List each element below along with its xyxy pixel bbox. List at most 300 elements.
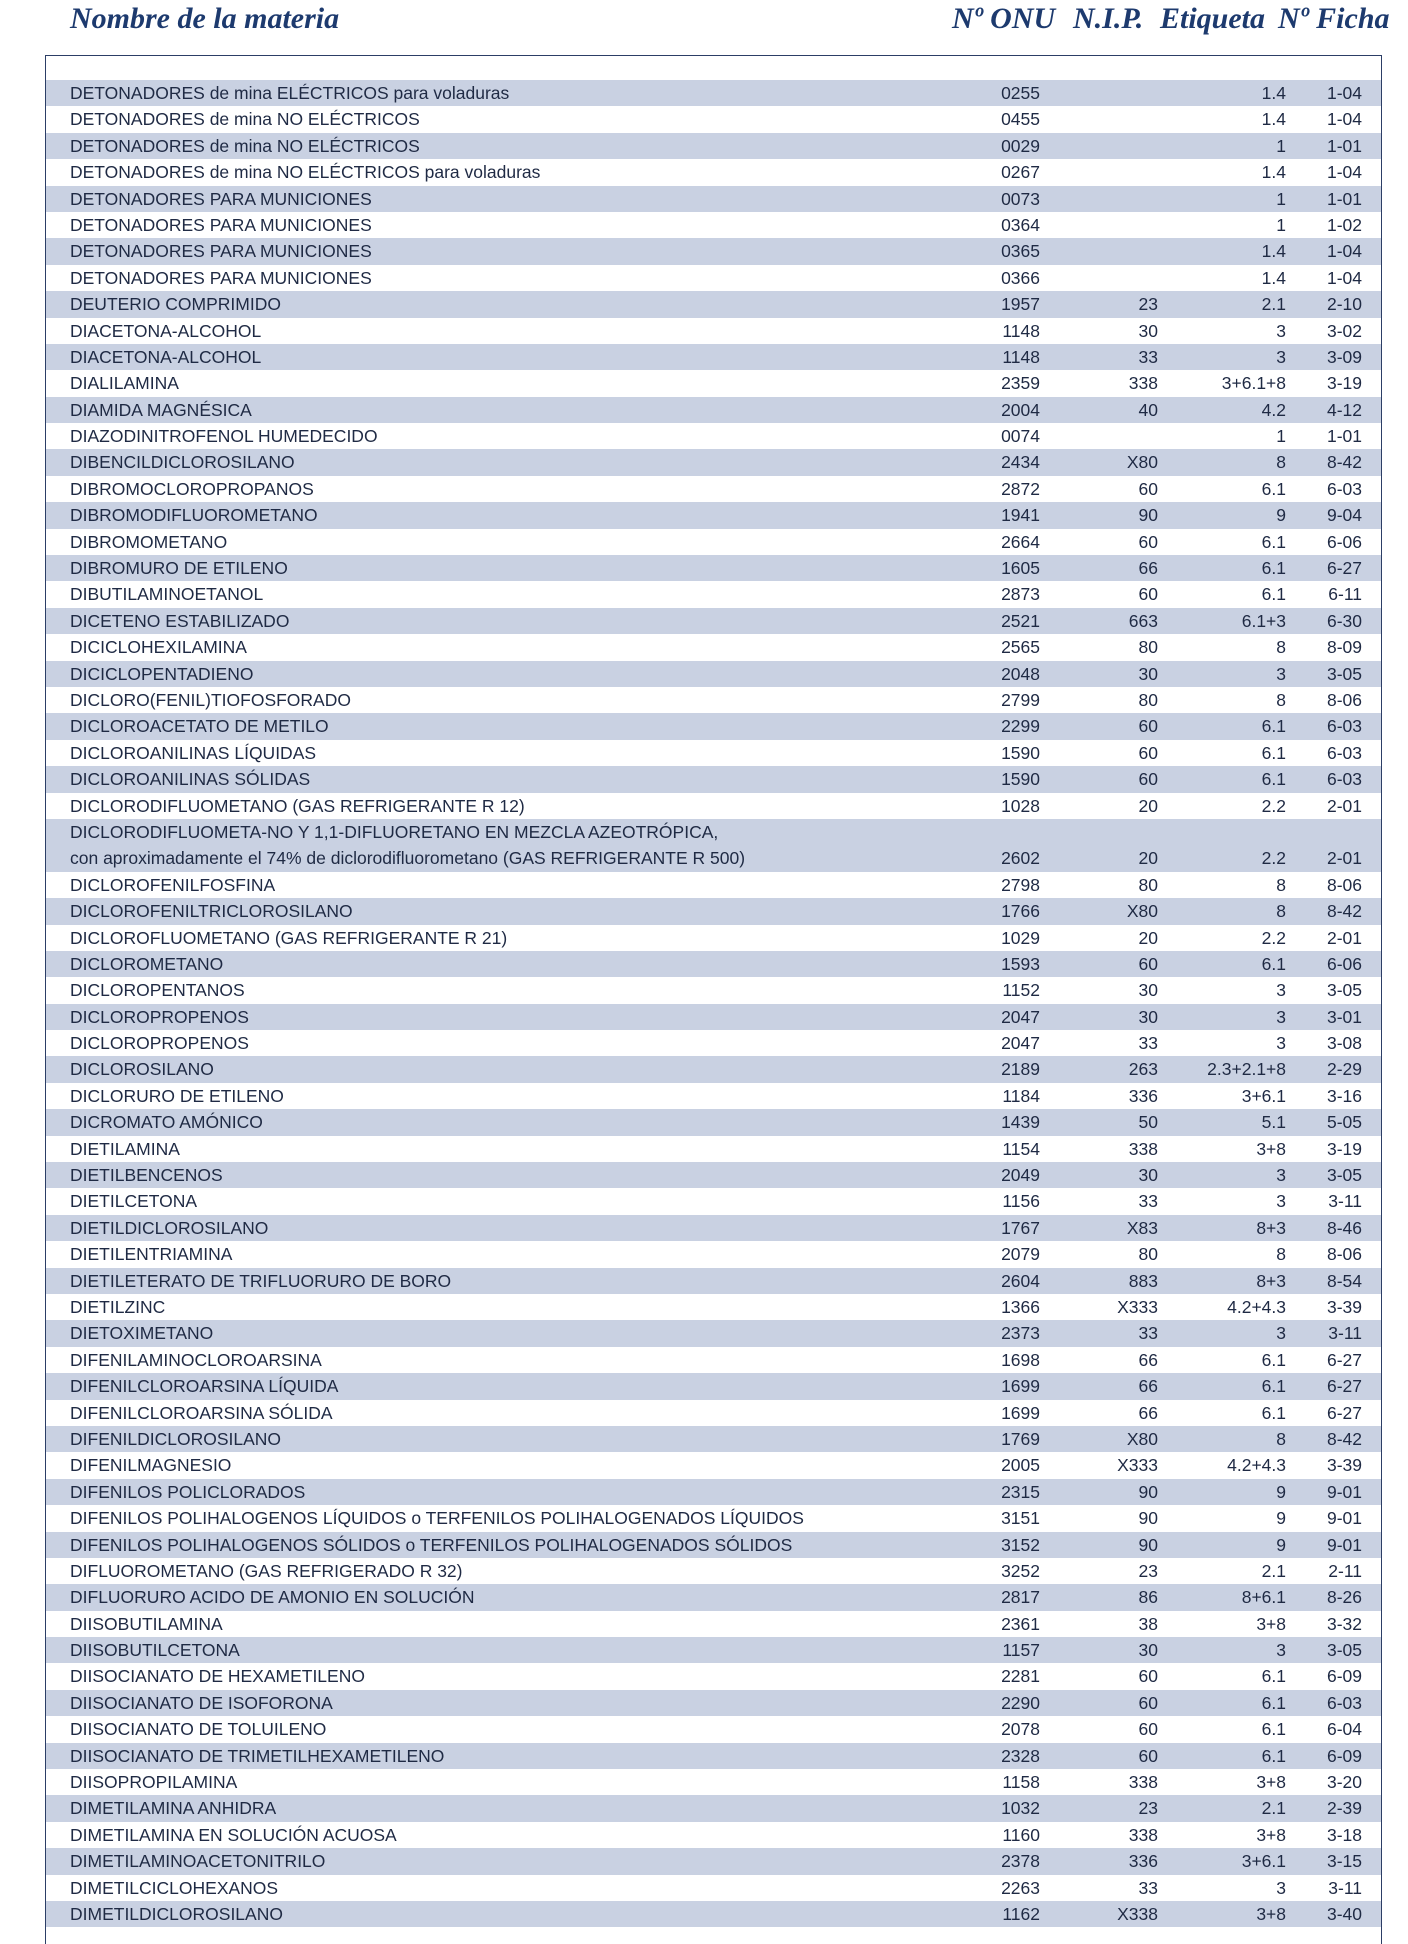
- table-row: [46, 397, 1381, 423]
- table-row: [46, 687, 1381, 713]
- cell-etiqueta: 6.1: [1261, 1719, 1286, 1740]
- cell-etiqueta: 8: [1276, 901, 1286, 922]
- cell-nip: 60: [1138, 1719, 1158, 1740]
- cell-onu: 0267: [1001, 162, 1040, 183]
- cell-onu: 1184: [1002, 1085, 1040, 1106]
- cell-nip: 33: [1138, 1033, 1158, 1054]
- cell-ficha: 2-10: [1326, 294, 1362, 315]
- cell-ficha: 6-27: [1326, 1402, 1362, 1423]
- cell-onu: 1767: [1001, 1217, 1040, 1238]
- cell-name-line: DIISOBUTILCETONA: [70, 1640, 240, 1661]
- cell-nip: 338: [1128, 1772, 1158, 1793]
- cell-name: [70, 159, 540, 185]
- cell-onu: 2281: [1001, 1666, 1040, 1687]
- cell-name-line: DICLOROANILINAS LÍQUIDAS: [70, 742, 317, 763]
- cell-name: [70, 1875, 278, 1901]
- cell-name: [70, 793, 525, 819]
- cell-nip: 66: [1138, 558, 1158, 579]
- cell-etiqueta: 2.2: [1261, 848, 1286, 869]
- cell-etiqueta: 1: [1276, 188, 1286, 209]
- cell-onu: 1158: [1002, 1772, 1040, 1793]
- table-row: [46, 1795, 1381, 1821]
- cell-ficha: 8-46: [1326, 1217, 1362, 1238]
- cell-name: [70, 713, 329, 739]
- cell-onu: 1157: [1002, 1640, 1040, 1661]
- cell-etiqueta: 9: [1276, 1481, 1286, 1502]
- cell-nip: X80: [1126, 1428, 1158, 1449]
- cell-name-line: con aproximadamente el 74% de diclorodifluorometano (GAS REFRIGERANTE R 500): [70, 848, 746, 869]
- cell-name: [70, 1400, 333, 1426]
- cell-name: [70, 1637, 240, 1663]
- cell-onu: 1439: [1001, 1112, 1040, 1133]
- cell-name-line: DICROMATO AMÓNICO: [70, 1112, 263, 1133]
- table-row: [46, 318, 1381, 344]
- header-etiqueta: Etiqueta: [1160, 2, 1266, 35]
- cell-name: [70, 529, 227, 555]
- table-row: [46, 1743, 1381, 1769]
- cell-name: [70, 1136, 180, 1162]
- cell-ficha: 6-09: [1326, 1666, 1362, 1687]
- table-row: [46, 1294, 1381, 1320]
- table-frame: [45, 55, 1382, 1944]
- table-row: [46, 1083, 1381, 1109]
- cell-name-line: DETONADORES PARA MUNICIONES: [70, 267, 372, 288]
- cell-name: [70, 80, 509, 106]
- cell-nip: 60: [1138, 1666, 1158, 1687]
- cell-onu: 1154: [1002, 1138, 1040, 1159]
- table-row: [46, 951, 1381, 977]
- cell-name: [70, 1584, 475, 1610]
- cell-etiqueta: 8: [1276, 689, 1286, 710]
- cell-ficha: 6-03: [1326, 769, 1362, 790]
- table-row: [46, 1426, 1381, 1452]
- cell-nip: 23: [1138, 294, 1158, 315]
- table-row: [46, 1769, 1381, 1795]
- cell-ficha: 6-03: [1326, 716, 1362, 737]
- cell-nip: 66: [1138, 1402, 1158, 1423]
- cell-etiqueta: 1.4: [1261, 109, 1286, 130]
- cell-etiqueta: 2.2: [1261, 795, 1286, 816]
- cell-etiqueta: 1: [1276, 214, 1286, 235]
- cell-etiqueta: 3: [1276, 1191, 1286, 1212]
- cell-etiqueta: 6.1: [1261, 531, 1286, 552]
- cell-name: [70, 186, 372, 212]
- cell-ficha: 3-05: [1326, 980, 1362, 1001]
- cell-name-line: DIETILDICLOROSILANO: [70, 1217, 269, 1238]
- table-row: [46, 502, 1381, 528]
- cell-ficha: 8-06: [1326, 689, 1362, 710]
- cell-name-line: DIFENILCLOROARSINA SÓLIDA: [70, 1402, 333, 1423]
- cell-ficha: 8-09: [1326, 637, 1362, 658]
- table-row: [46, 1848, 1381, 1874]
- cell-etiqueta: 4.2+4.3: [1227, 1455, 1286, 1476]
- cell-name: [70, 634, 247, 660]
- cell-nip: 90: [1138, 1508, 1158, 1529]
- cell-name-line: DICLOROANILINAS SÓLIDAS: [70, 769, 311, 790]
- cell-onu: 2373: [1001, 1323, 1040, 1344]
- cell-onu: 0029: [1001, 135, 1040, 156]
- cell-name: [70, 1848, 325, 1874]
- table-row: [46, 1479, 1381, 1505]
- cell-onu: 1148: [1002, 320, 1040, 341]
- cell-nip: 338: [1128, 1138, 1158, 1159]
- cell-nip: 23: [1138, 1798, 1158, 1819]
- cell-name-line: DIFLUOROMETANO (GAS REFRIGERADO R 32): [70, 1560, 463, 1581]
- cell-onu: 0364: [1001, 214, 1040, 235]
- cell-etiqueta: 3+8: [1256, 1138, 1286, 1159]
- cell-etiqueta: 6.1: [1261, 1349, 1286, 1370]
- cell-name-line: DICLOROPROPENOS: [70, 1006, 249, 1027]
- cell-ficha: 6-09: [1326, 1745, 1362, 1766]
- cell-nip: 883: [1128, 1270, 1158, 1291]
- cell-name-line: DETONADORES de mina ELÉCTRICOS para voladuras: [70, 83, 510, 103]
- cell-name-line: DIBROMODIFLUOROMETANO: [70, 505, 318, 526]
- cell-ficha: 2-01: [1326, 927, 1362, 948]
- cell-ficha: 6-30: [1326, 610, 1362, 631]
- cell-onu: 2872: [1001, 478, 1040, 499]
- cell-name: [70, 740, 316, 766]
- cell-name: [70, 872, 275, 898]
- cell-nip: 336: [1128, 1851, 1158, 1872]
- cell-ficha: 1-04: [1326, 267, 1362, 288]
- cell-etiqueta: 8+3: [1256, 1217, 1286, 1238]
- table-row: [46, 581, 1381, 607]
- cell-name-line: DIBUTILAMINOETANOL: [70, 584, 264, 605]
- cell-onu: 1699: [1001, 1376, 1040, 1397]
- cell-etiqueta: 1.4: [1261, 267, 1286, 288]
- cell-nip: 90: [1138, 1534, 1158, 1555]
- cell-name-line: DICLOROFENILFOSFINA: [70, 874, 276, 895]
- cell-onu: 2565: [1001, 637, 1040, 658]
- cell-name-line: DIBROMURO DE ETILENO: [70, 558, 288, 579]
- cell-name: [70, 344, 261, 370]
- cell-onu: 3152: [1001, 1534, 1040, 1555]
- cell-name: [70, 1505, 804, 1531]
- table-row: [46, 1558, 1381, 1584]
- cell-ficha: 2-39: [1326, 1798, 1362, 1819]
- cell-ficha: 6-06: [1326, 531, 1362, 552]
- cell-name-line: DIFENILDICLOROSILANO: [70, 1428, 282, 1449]
- cell-ficha: 6-03: [1326, 1692, 1362, 1713]
- cell-etiqueta: 3: [1276, 1165, 1286, 1186]
- cell-onu: 2798: [1001, 874, 1040, 895]
- cell-name-line: DIISOCIANATO DE TOLUILENO: [70, 1719, 327, 1740]
- cell-name-line: DIMETILAMINA ANHIDRA: [70, 1798, 277, 1819]
- cell-etiqueta: 9: [1276, 1534, 1286, 1555]
- cell-name: [70, 951, 223, 977]
- cell-onu: 2005: [1001, 1455, 1040, 1476]
- cell-nip: X80: [1126, 901, 1158, 922]
- table-row: [46, 1505, 1381, 1531]
- table-row: [46, 423, 1381, 449]
- cell-ficha: 1-04: [1326, 83, 1362, 103]
- cell-etiqueta: 6.1: [1261, 478, 1286, 499]
- table-row: [46, 344, 1381, 370]
- cell-etiqueta: 1: [1276, 426, 1286, 447]
- cell-onu: 2817: [1001, 1587, 1040, 1608]
- cell-nip: 60: [1138, 716, 1158, 737]
- cell-etiqueta: 3+8: [1256, 1772, 1286, 1793]
- table-row: [46, 898, 1381, 924]
- cell-nip: 80: [1138, 1244, 1158, 1265]
- cell-ficha: 3-40: [1326, 1903, 1362, 1924]
- cell-nip: 30: [1138, 1165, 1158, 1186]
- cell-name: [70, 1030, 249, 1056]
- cell-etiqueta: 6.1: [1261, 716, 1286, 737]
- cell-name: [70, 661, 253, 687]
- header-name: Nombre de la materia: [70, 2, 340, 35]
- table-row: [46, 1241, 1381, 1267]
- cell-name-line: DIETILCETONA: [70, 1191, 198, 1212]
- table-row: [46, 608, 1381, 634]
- cell-nip: 33: [1138, 1323, 1158, 1344]
- cell-name-line: DIFENILMAGNESIO: [70, 1455, 232, 1476]
- cell-ficha: 1-01: [1326, 188, 1362, 209]
- cell-name-line: DIBROMOMETANO: [70, 531, 228, 552]
- cell-etiqueta: 6.1: [1261, 1402, 1286, 1423]
- cell-etiqueta: 3: [1276, 980, 1286, 1001]
- cell-ficha: 8-42: [1326, 452, 1362, 473]
- table-row: [46, 238, 1381, 264]
- cell-name: [70, 555, 288, 581]
- cell-onu: 1029: [1001, 927, 1040, 948]
- cell-etiqueta: 1.4: [1261, 241, 1286, 262]
- cell-name-line: DICLORO(FENIL)TIOFOSFORADO: [70, 689, 351, 710]
- cell-name-line: DIACETONA-ALCOHOL: [70, 320, 262, 341]
- cell-onu: 2047: [1001, 1006, 1040, 1027]
- cell-etiqueta: 9: [1276, 1508, 1286, 1529]
- cell-etiqueta: 3: [1276, 1033, 1286, 1054]
- cell-onu: 2315: [1001, 1481, 1040, 1502]
- cell-nip: 338: [1128, 373, 1158, 394]
- cell-name-line: DIBROMOCLOROPROPANOS: [70, 478, 314, 499]
- cell-name-line: DIACETONA-ALCOHOL: [70, 346, 262, 367]
- cell-onu: 0366: [1001, 267, 1040, 288]
- cell-name-line: DICLOROPROPENOS: [70, 1033, 249, 1054]
- cell-nip: 23: [1138, 1560, 1158, 1581]
- cell-onu: 2299: [1001, 716, 1040, 737]
- cell-etiqueta: 6.1: [1261, 769, 1286, 790]
- table-row: [46, 925, 1381, 951]
- cell-onu: 1152: [1002, 980, 1040, 1001]
- cell-etiqueta: 3: [1276, 1877, 1286, 1898]
- cell-etiqueta: 8: [1276, 452, 1286, 473]
- cell-ficha: 8-06: [1326, 874, 1362, 895]
- cell-nip: 66: [1138, 1376, 1158, 1397]
- cell-name: [70, 977, 245, 1003]
- cell-nip: 60: [1138, 769, 1158, 790]
- cell-name: [70, 1241, 232, 1267]
- cell-name: [70, 1452, 231, 1478]
- table-row: [46, 106, 1381, 132]
- cell-onu: 0365: [1001, 241, 1040, 262]
- cell-etiqueta: 8+6.1: [1241, 1587, 1286, 1608]
- cell-name: [70, 1320, 213, 1346]
- cell-name: [70, 1294, 165, 1320]
- cell-etiqueta: 6.1: [1261, 558, 1286, 579]
- cell-name: [70, 238, 372, 264]
- table-row: [46, 529, 1381, 555]
- cell-etiqueta: 9: [1276, 505, 1286, 526]
- cell-name: [70, 898, 353, 924]
- cell-name-line: DICLOROPENTANOS: [70, 980, 245, 1001]
- table-row: [46, 634, 1381, 660]
- cell-onu: 1766: [1001, 901, 1040, 922]
- cell-ficha: 3-05: [1326, 1640, 1362, 1661]
- cell-ficha: 3-32: [1326, 1613, 1362, 1634]
- cell-ficha: 3-08: [1326, 1033, 1362, 1054]
- cell-name: [70, 1347, 322, 1373]
- table-row: [46, 1215, 1381, 1241]
- cell-name: [70, 819, 745, 872]
- cell-ficha: 3-39: [1326, 1296, 1362, 1317]
- cell-name-line: DICLOROSILANO: [70, 1059, 214, 1080]
- cell-etiqueta: 6.1: [1261, 1745, 1286, 1766]
- cell-ficha: 3-11: [1328, 1877, 1362, 1898]
- cell-name-line: DICLORURO DE ETILENO: [70, 1085, 284, 1106]
- table-row: [46, 1532, 1381, 1558]
- cell-onu: 2604: [1001, 1270, 1040, 1291]
- cell-onu: 2328: [1001, 1745, 1040, 1766]
- cell-name-line: DIBENCILDICLOROSILANO: [70, 452, 295, 473]
- cell-name-line: DEUTERIO COMPRIMIDO: [70, 294, 281, 315]
- cell-nip: X333: [1117, 1296, 1158, 1317]
- cell-onu: 2378: [1001, 1851, 1040, 1872]
- cell-name: [70, 423, 378, 449]
- cell-name: [70, 1901, 283, 1927]
- cell-nip: 40: [1138, 399, 1158, 420]
- table-row: [46, 449, 1381, 475]
- cell-name: [70, 212, 372, 238]
- cell-ficha: 3-16: [1326, 1085, 1362, 1106]
- cell-etiqueta: 3+8: [1256, 1903, 1286, 1924]
- cell-nip: 80: [1138, 637, 1158, 658]
- cell-etiqueta: 4.2+4.3: [1227, 1296, 1286, 1317]
- cell-onu: 2799: [1001, 689, 1040, 710]
- table-row: [46, 1056, 1381, 1082]
- table-row: [46, 1611, 1381, 1637]
- cell-etiqueta: 3: [1276, 663, 1286, 684]
- cell-nip: X80: [1126, 452, 1158, 473]
- cell-nip: 60: [1138, 584, 1158, 605]
- cell-ficha: 8-06: [1326, 1244, 1362, 1265]
- table-row: [46, 1663, 1381, 1689]
- cell-name-line: DIFENILAMINOCLOROARSINA: [70, 1349, 322, 1370]
- cell-nip: 60: [1138, 1692, 1158, 1713]
- cell-onu: 1593: [1001, 953, 1040, 974]
- cell-ficha: 9-04: [1326, 505, 1362, 526]
- cell-name-line: DIMETILAMINA EN SOLUCIÓN ACUOSA: [70, 1824, 397, 1845]
- table-row: [46, 1822, 1381, 1848]
- cell-name: [70, 449, 295, 475]
- cell-onu: 0255: [1001, 83, 1040, 103]
- cell-etiqueta: 1.4: [1261, 162, 1286, 183]
- cell-nip: 20: [1138, 848, 1158, 869]
- cell-etiqueta: 3: [1276, 1323, 1286, 1344]
- cell-onu: 2048: [1001, 663, 1040, 684]
- cell-etiqueta: 2.1: [1261, 1798, 1286, 1819]
- table-row: [46, 1109, 1381, 1135]
- cell-etiqueta: 8: [1276, 1428, 1286, 1449]
- cell-nip: 60: [1138, 1745, 1158, 1766]
- cell-etiqueta: 3+8: [1256, 1613, 1286, 1634]
- cell-onu: 1590: [1001, 769, 1040, 790]
- cell-onu: 2049: [1001, 1165, 1040, 1186]
- table-row: [46, 1690, 1381, 1716]
- cell-name: [70, 106, 420, 132]
- cell-name: [70, 265, 372, 291]
- table-row: [46, 1004, 1381, 1030]
- cell-ficha: 3-18: [1326, 1824, 1362, 1845]
- table-row: [46, 370, 1381, 396]
- table-row: [46, 186, 1381, 212]
- cell-name-line: DICICLOPENTADIENO: [70, 663, 254, 684]
- cell-nip: 663: [1128, 610, 1158, 631]
- cell-ficha: 1-04: [1326, 162, 1362, 183]
- cell-onu: 2079: [1001, 1244, 1040, 1265]
- cell-name: [70, 1743, 444, 1769]
- cell-name: [70, 502, 318, 528]
- cell-etiqueta: 2.3+2.1+8: [1207, 1059, 1286, 1080]
- cell-ficha: 1-04: [1326, 241, 1362, 262]
- cell-name-line: DETONADORES PARA MUNICIONES: [70, 241, 372, 262]
- cell-etiqueta: 3+6.1: [1241, 1085, 1286, 1106]
- header-onu: Nº ONU: [952, 2, 1056, 35]
- cell-ficha: 8-42: [1326, 901, 1362, 922]
- cell-name: [70, 1479, 305, 1505]
- cell-nip: 80: [1138, 874, 1158, 895]
- cell-ficha: 3-05: [1326, 663, 1362, 684]
- cell-nip: 20: [1138, 795, 1158, 816]
- cell-nip: 20: [1138, 927, 1158, 948]
- cell-onu: 2078: [1001, 1719, 1040, 1740]
- cell-onu: 1366: [1001, 1296, 1040, 1317]
- cell-name-line: DIETILZINC: [70, 1296, 166, 1317]
- cell-onu: 2434: [1001, 452, 1040, 473]
- cell-etiqueta: 2.2: [1261, 927, 1286, 948]
- cell-name-line: DIFENILCLOROARSINA LÍQUIDA: [70, 1376, 339, 1397]
- cell-onu: 1769: [1001, 1428, 1040, 1449]
- cell-ficha: 6-27: [1326, 1349, 1362, 1370]
- cell-name: [70, 370, 179, 396]
- table-row: [46, 1188, 1381, 1214]
- table-row: [46, 740, 1381, 766]
- cell-name-line: DIETILENTRIAMINA: [70, 1244, 233, 1265]
- cell-name: [70, 925, 507, 951]
- cell-name-line: DIMETILCICLOHEXANOS: [70, 1877, 279, 1898]
- table-row: [46, 133, 1381, 159]
- cell-name-line: DIISOCIANATO DE HEXAMETILENO: [70, 1666, 365, 1687]
- cell-ficha: 1-01: [1326, 135, 1362, 156]
- cell-name: [70, 1268, 451, 1294]
- cell-onu: 1160: [1002, 1824, 1040, 1845]
- cell-name-line: DETONADORES de mina NO ELÉCTRICOS: [70, 135, 420, 156]
- cell-etiqueta: 6.1: [1261, 1692, 1286, 1713]
- cell-name-line: DIETOXIMETANO: [70, 1323, 214, 1344]
- cell-etiqueta: 3: [1276, 346, 1286, 367]
- cell-onu: 1162: [1002, 1903, 1040, 1924]
- table-row: [46, 793, 1381, 819]
- cell-name-line: DICLOROFLUOMETANO (GAS REFRIGERANTE R 21): [70, 927, 508, 948]
- table-row: [46, 766, 1381, 792]
- cell-onu: 2047: [1001, 1033, 1040, 1054]
- cell-name: [70, 1188, 197, 1214]
- cell-onu: 1699: [1001, 1402, 1040, 1423]
- table-body: [46, 80, 1381, 1927]
- table-row: [46, 1901, 1381, 1927]
- cell-ficha: 6-27: [1326, 1376, 1362, 1397]
- cell-name-line: DICLOROFENILTRICLOROSILANO: [70, 901, 353, 922]
